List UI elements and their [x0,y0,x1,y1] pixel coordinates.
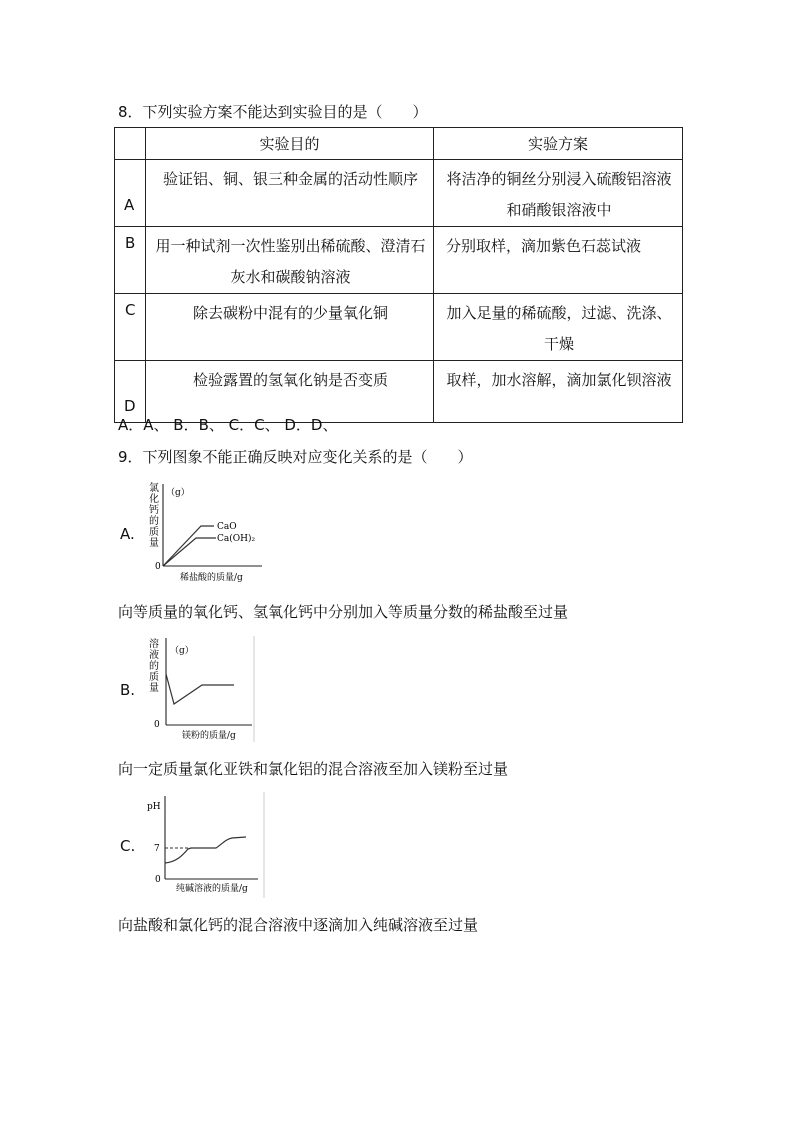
table-row [115,227,683,294]
experiment-table [114,127,683,423]
row-plan: 将洁净的铜丝分别浸入硫酸铝溶液和硝酸银溶液中 [446,170,672,219]
table-header-row [115,128,683,160]
graph-c-ylabel: pH [147,802,161,812]
choice-c-caption: 向盐酸和氯化钙的混合溶液中逐滴加入纯碱溶液至过量 [118,916,479,934]
graph-a-curve-caoh2 [163,538,216,566]
row-plan: 加入足量的稀硫酸，过滤、洗涤、干燥 [446,304,672,353]
graph-b-curve [166,674,234,704]
graph-b-yunit: （g） [170,646,194,656]
graph-a-xlabel: 稀盐酸的质量/g [180,573,243,583]
choice-a-caption: 向等质量的氧化钙、氢氧化钙中分别加入等质量分数的稀盐酸至过量 [118,603,569,621]
graph-a-yunit: （g） [166,488,190,498]
graph-c-curve [165,837,246,863]
graph-a-ylabel-char: 钙 [149,505,159,516]
graph-a [146,480,266,590]
table-row [115,294,683,361]
choice-c-label: C. [120,837,136,855]
header-plan: 实验方案 [434,128,683,160]
graph-a-ylabel-char: 质 [149,527,159,538]
graph-b-ylabel-char: 溶 [149,639,159,650]
header-purpose: 实验目的 [146,128,434,160]
graph-b [146,636,260,748]
row-label: B [125,234,136,252]
header-blank [115,128,146,160]
choice-a-label: A. [120,525,135,543]
question-8-stem: 8．下列实验方案不能达到实验目的是（ ） [118,103,428,121]
graph-c-origin: 0 [155,875,161,885]
graph-c-ytick-7: 7 [154,844,160,854]
graph-a-ylabel-char: 的 [149,516,159,527]
row-purpose: 检验露置的氢氧化钠是否变质 [192,371,388,389]
graph-a-series-label: Ca(OH)₂ [217,534,256,544]
graph-a-ylabel-char: 量 [149,538,159,549]
question-8-options: A．A、 B．B、 C．C、 D．D、 [118,416,338,434]
graph-b-ylabel-char: 量 [149,683,159,694]
graph-c [146,792,270,904]
row-label: C [125,301,136,319]
graph-c-xlabel: 纯碱溶液的质量/g [176,884,248,894]
choice-b-label: B. [120,681,136,699]
choice-b-caption: 向一定质量氯化亚铁和氯化铝的混合溶液至加入镁粉至过量 [118,760,509,778]
graph-a-ylabel-char: 氯 [149,483,159,494]
graph-a-origin: 0 [155,562,161,572]
graph-b-ylabel-char: 液 [149,650,159,661]
row-purpose: 用一种试剂一次性鉴别出稀硫酸、澄清石灰水和碳酸钠溶液 [155,237,426,286]
question-9-stem: 9．下列图象不能正确反映对应变化关系的是（ ） [118,448,473,466]
row-label: D [124,397,136,415]
row-plan: 分别取样，滴加紫色石蕊试液 [446,237,642,255]
graph-b-origin: 0 [154,720,160,730]
graph-a-series-label: CaO [217,522,237,532]
row-label: A [124,196,135,214]
row-purpose: 验证铝、铜、银三种金属的活动性顺序 [162,170,418,188]
row-purpose: 除去碳粉中混有的少量氧化铜 [192,304,388,322]
graph-b-ylabel-char: 的 [149,661,159,672]
graph-a-ylabel-char: 化 [149,494,159,505]
graph-b-ylabel-char: 质 [149,672,159,683]
table-row [115,160,683,227]
graph-b-xlabel: 镁粉的质量/g [182,731,236,741]
row-plan: 取样，加水溶解，滴加氯化钡溶液 [446,371,672,389]
